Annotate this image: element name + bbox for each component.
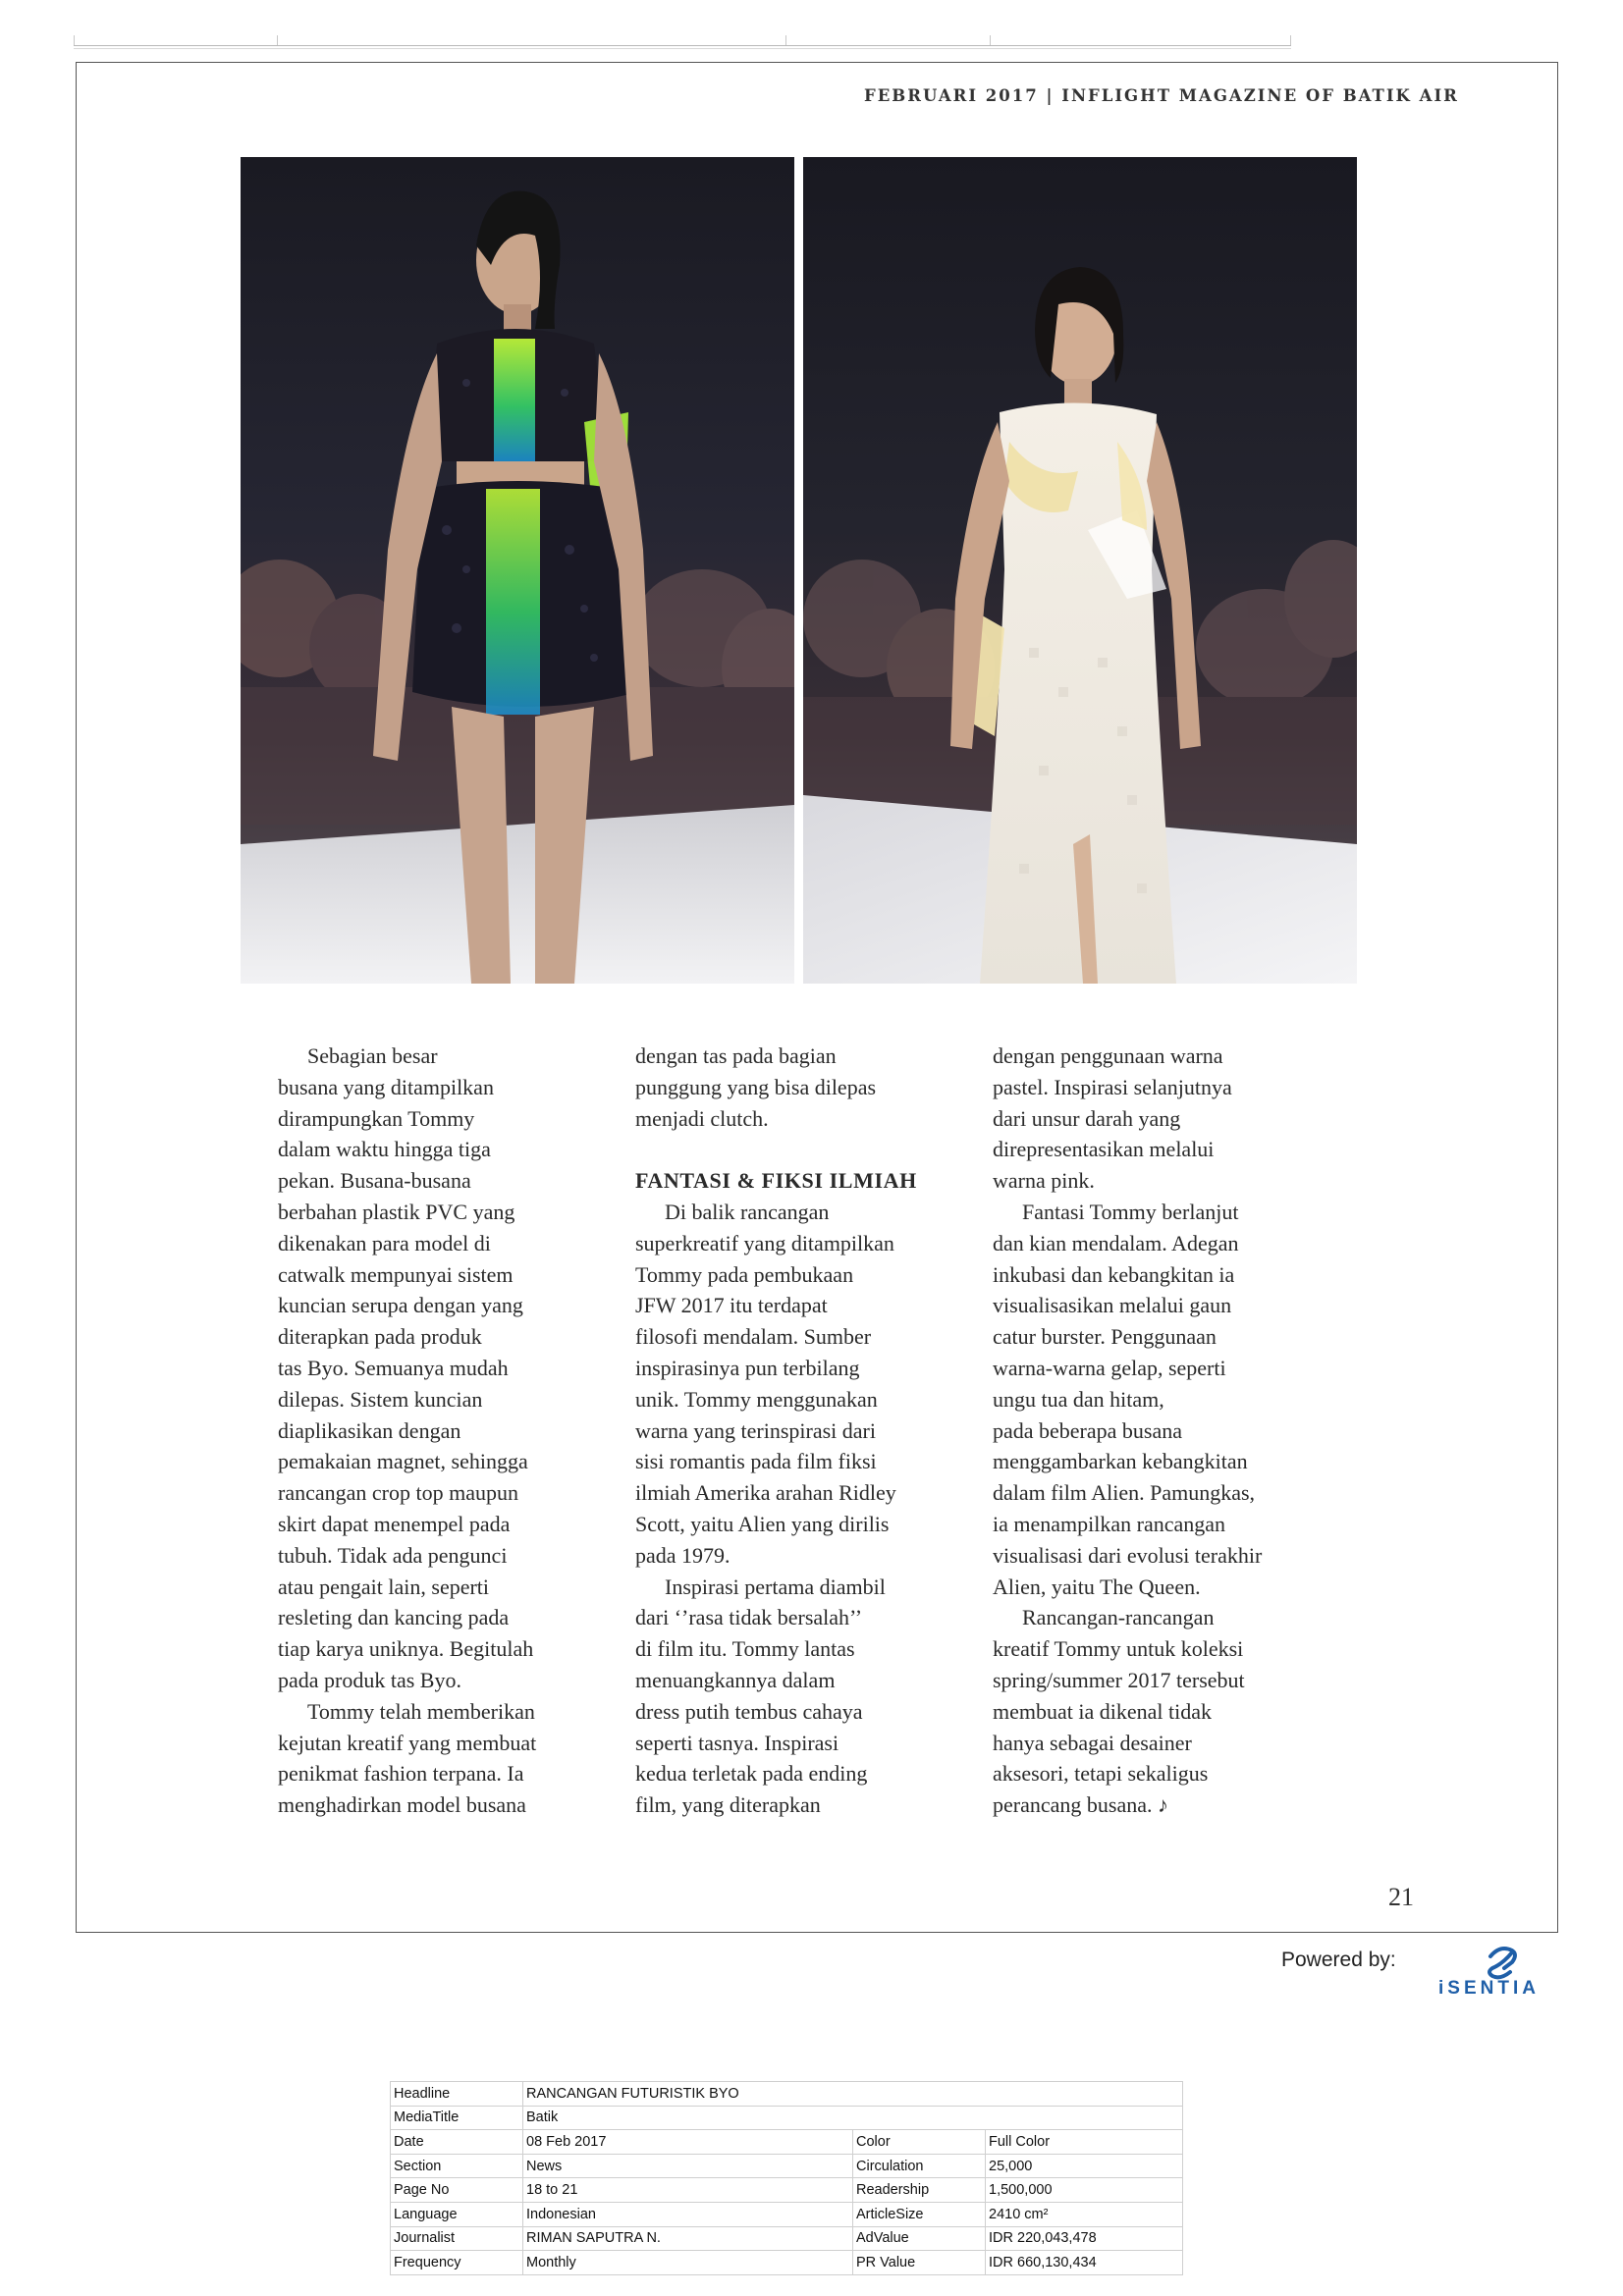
text-line: catwalk mempunyai sistem [278,1261,514,1287]
table-cell: AdValue [853,2226,986,2251]
scan-top-rule [74,45,1291,49]
scan-tick [990,35,991,45]
article-paragraph [635,1041,974,1134]
text-line: resleting dan kancing pada [278,1605,510,1630]
text-line: Tommy telah memberikan [307,1698,535,1724]
text-line: inkubasi dan kebangkitan ia [993,1261,1235,1287]
text-line: skirt dapat menempel pada [278,1511,511,1536]
article-paragraph [993,1041,1331,1197]
text-line: tiap karya uniknya. Begitulah [278,1636,534,1662]
text-line: atau pengait lain, seperti [278,1574,490,1599]
table-cell: IDR 220,043,478 [986,2226,1183,2251]
table-cell: Readership [853,2178,986,2203]
table-cell: Headline [391,2082,523,2107]
table-cell: Batik [523,2106,1183,2130]
text-line: diaplikasikan dengan [278,1417,461,1443]
text-line: film, yang diterapkan [635,1792,821,1818]
table-cell: ArticleSize [853,2202,986,2226]
table-cell: Full Color [986,2130,1183,2155]
text-line: pastel. Inspirasi selanjutnya [993,1074,1232,1099]
article-column-3 [993,1041,1331,1821]
table-cell: 08 Feb 2017 [523,2130,853,2155]
text-line: pada 1979. [635,1542,730,1568]
text-line: menghadirkan model busana [278,1792,526,1818]
text-line: dan kian mendalam. Adegan [993,1230,1239,1255]
text-line: pekan. Busana-busana [278,1168,471,1194]
text-line: Inspirasi pertama diambil [665,1574,886,1599]
text-line: Tommy pada pembukaan [635,1261,854,1287]
text-line: hanya sebagai desainer [993,1730,1192,1755]
table-cell: Journalist [391,2226,523,2251]
article-paragraph [278,1696,612,1821]
article-paragraph [278,1041,612,1696]
table-cell: Language [391,2202,523,2226]
table-cell: Date [391,2130,523,2155]
text-line: dalam waktu hingga tiga [278,1137,491,1162]
text-line: kuncian serupa dengan yang [278,1293,523,1318]
text-line: ilmiah Amerika arahan Ridley [635,1480,896,1506]
text-line: warna yang terinspirasi dari [635,1417,876,1443]
text-line: dirampungkan Tommy [278,1105,475,1131]
isentia-brand: iSENTIA [1438,1978,1540,1999]
text-line: warna-warna gelap, seperti [993,1355,1226,1380]
article-column-2 [635,1041,974,1821]
table-row [391,2178,1183,2203]
table-cell: IDR 660,130,434 [986,2251,1183,2275]
text-line: direpresentasikan melalui [993,1137,1215,1162]
media-metadata-table [390,2081,1183,2275]
table-cell: 2410 cm² [986,2202,1183,2226]
text-line: kedua terletak pada ending [635,1761,868,1787]
text-line: unik. Tommy menggunakan [635,1386,878,1412]
text-line: pemakaian magnet, sehingga [278,1449,528,1474]
scan-tick [277,35,278,45]
powered-by-label: Powered by: [1281,1949,1396,1971]
text-line: pada produk tas Byo. [278,1667,461,1692]
text-line: Di balik rancangan [665,1199,830,1224]
text-line: visualisasi dari evolusi terakhir [993,1542,1263,1568]
section-heading: FANTASI & FIKSI ILMIAH [635,1168,917,1194]
text-line: seperti tasnya. Inspirasi [635,1730,839,1755]
text-line: menuangkannya dalam [635,1667,836,1692]
running-header: FEBRUARI 2017 | INFLIGHT MAGAZINE OF BATIK AIR [864,86,1459,105]
text-line: ungu tua dan hitam, [993,1386,1164,1412]
runway-photo-left [241,157,794,984]
text-line: dalam film Alien. Pamungkas, [993,1480,1256,1506]
table-row [391,2202,1183,2226]
text-line: sisi romantis pada film fiksi [635,1449,877,1474]
text-line: penikmat fashion terpana. Ia [278,1761,524,1787]
text-line: visualisasikan melalui gaun [993,1293,1232,1318]
text-line: tubuh. Tidak ada pengunci [278,1542,508,1568]
table-row [391,2130,1183,2155]
text-line: menggambarkan kebangkitan [993,1449,1248,1474]
table-cell: Page No [391,2178,523,2203]
scan-tick [74,35,75,45]
table-cell: Circulation [853,2154,986,2178]
text-line: kreatif Tommy untuk koleksi [993,1636,1244,1662]
table-row [391,2106,1183,2130]
text-line: pada beberapa busana [993,1417,1183,1443]
text-line: rancangan crop top maupun [278,1480,518,1506]
text-line: punggung yang bisa dilepas [635,1074,877,1099]
text-line: filosofi mendalam. Sumber [635,1324,872,1350]
text-line: dari unsur darah yang [993,1105,1181,1131]
text-line: Fantasi Tommy berlanjut [1022,1199,1239,1224]
scan-tick [785,35,786,45]
article-paragraph [635,1572,974,1821]
article-paragraph [993,1602,1331,1821]
table-cell: Indonesian [523,2202,853,2226]
text-line: kejutan kreatif yang membuat [278,1730,537,1755]
table-cell: 18 to 21 [523,2178,853,2203]
text-line: Sebagian besar [307,1043,438,1068]
spacer [635,1134,974,1165]
table-cell: PR Value [853,2251,986,2275]
article-column-1 [278,1041,612,1821]
table-row [391,2154,1183,2178]
text-line: dilepas. Sistem kuncian [278,1386,483,1412]
text-line: dari ‘’rasa tidak bersalah’’ [635,1605,863,1630]
text-line: Rancangan-rancangan [1022,1605,1215,1630]
runway-photo-right [803,157,1357,984]
text-line: tas Byo. Semuanya mudah [278,1355,509,1380]
text-line: diterapkan pada produk [278,1324,482,1350]
table-cell: News [523,2154,853,2178]
table-cell: MediaTitle [391,2106,523,2130]
article-paragraph [993,1197,1331,1602]
text-line: di film itu. Tommy lantas [635,1636,855,1662]
page-number: 21 [1388,1883,1414,1911]
text-line: dengan tas pada bagian [635,1043,837,1068]
text-line: dikenakan para model di [278,1230,491,1255]
table-cell: RANCANGAN FUTURISTIK BYO [523,2082,1183,2107]
table-cell: Frequency [391,2251,523,2275]
text-line: membuat ia dikenal tidak [993,1698,1212,1724]
table-row [391,2082,1183,2107]
table-cell: Color [853,2130,986,2155]
text-line: spring/summer 2017 tersebut [993,1667,1245,1692]
text-line: berbahan plastik PVC yang [278,1199,515,1224]
text-line: ia menampilkan rancangan [993,1511,1226,1536]
text-line: JFW 2017 itu terdapat [635,1293,828,1318]
table-cell: Monthly [523,2251,853,2275]
text-line: superkreatif yang ditampilkan [635,1230,894,1255]
text-line: catur burster. Penggunaan [993,1324,1217,1350]
table-cell: RIMAN SAPUTRA N. [523,2226,853,2251]
table-row [391,2251,1183,2275]
text-line: Scott, yaitu Alien yang dirilis [635,1511,890,1536]
text-line: warna pink. [993,1168,1095,1194]
text-line: perancang busana. ♪ [993,1792,1168,1818]
text-line: aksesori, tetapi sekaligus [993,1761,1209,1787]
text-line: dengan penggunaan warna [993,1043,1223,1068]
text-line: busana yang ditampilkan [278,1074,494,1099]
table-row [391,2226,1183,2251]
text-line: inspirasinya pun terbilang [635,1355,860,1380]
table-cell: Section [391,2154,523,2178]
text-line: dress putih tembus cahaya [635,1698,863,1724]
scan-tick [1290,35,1291,45]
table-cell: 1,500,000 [986,2178,1183,2203]
table-cell: 25,000 [986,2154,1183,2178]
article-paragraph [635,1197,974,1572]
text-line: Alien, yaitu The Queen. [993,1574,1201,1599]
text-line: menjadi clutch. [635,1105,769,1131]
